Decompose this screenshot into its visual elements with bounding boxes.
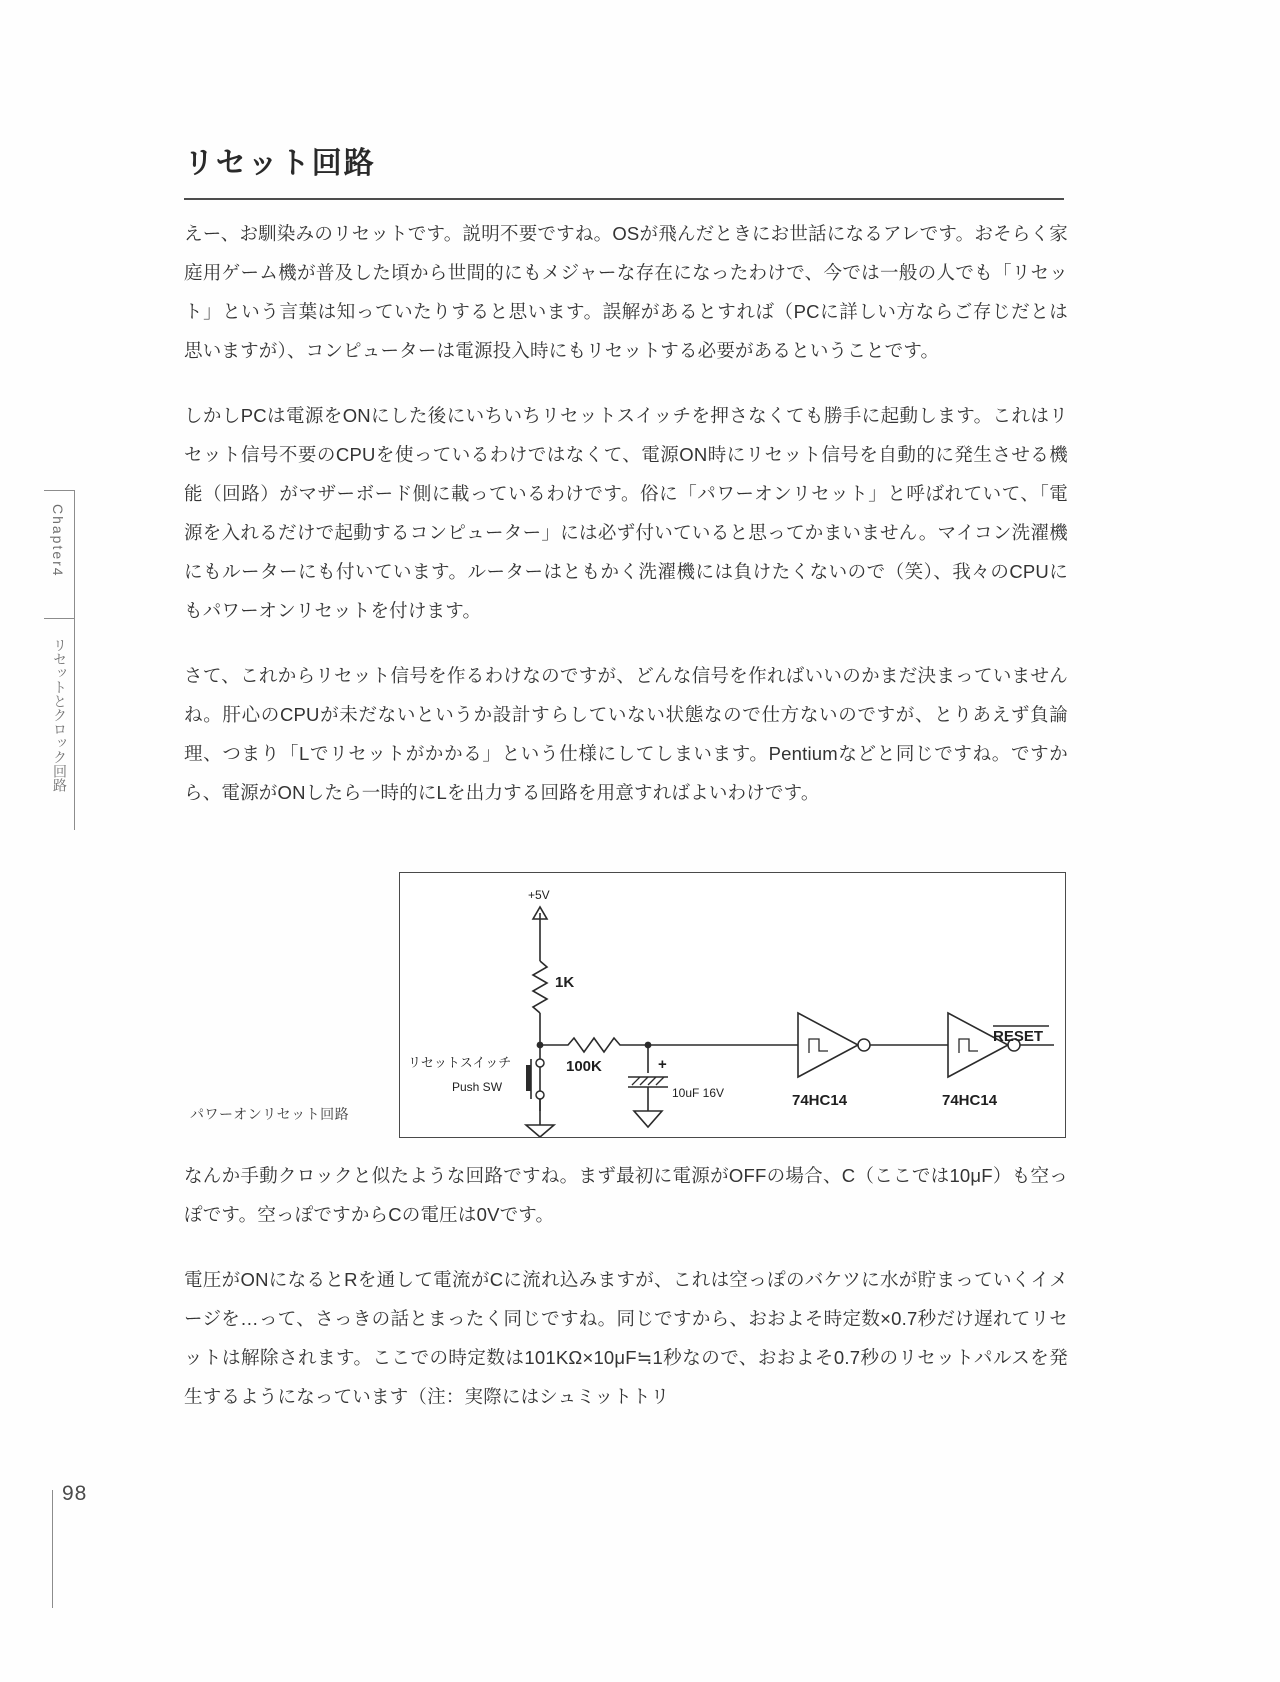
body-text-bottom [184, 1156, 1068, 1416]
side-rail-tick-mid [44, 618, 74, 619]
title-rule [184, 198, 1064, 200]
reset-label: RESET [993, 1028, 1044, 1045]
switch-terminal-bottom [536, 1091, 544, 1099]
body-text-top [184, 214, 1068, 812]
resistor-pullup [533, 961, 574, 1045]
output-reset [993, 1026, 1054, 1045]
chapter-label: Chapter4 [50, 504, 66, 578]
inverter-1-bubble [858, 1039, 870, 1051]
capacitor-value: 10uF 16V [672, 1086, 725, 1100]
paragraph: さて、これからリセット信号を作るわけなのですが、どんな信号を作ればいいのかまだ決まっていませんね。肝心のCPUが未だないというか設計すらしていない状態なので仕方ないのですが、とりあえず負論理、つまり「Lでリセットがかかる」という仕様にしてしまいます。Pentiumなどと同じですね。ですから、電源がONしたら一時的にLを出力する回路を用意すればよいわけです。 [184, 665, 1068, 803]
switch-label-jp: リセットスイッチ [408, 1056, 512, 1071]
supply-label: +5V [528, 888, 550, 902]
inverter-1-label: 74HC14 [792, 1092, 848, 1109]
ground-symbol-switch [526, 1125, 554, 1137]
page-number: 98 [62, 1482, 88, 1505]
side-rail-tick-top [44, 490, 74, 491]
inverter-1 [792, 1013, 870, 1109]
supply-node [528, 888, 550, 961]
resistor-pullup-label: 1K [555, 974, 575, 991]
ground-symbol-cap [634, 1111, 662, 1127]
figure-frame [399, 872, 1066, 1138]
resistor-series [540, 1038, 648, 1075]
paragraph: しかしPCは電源をONにした後にいちいちリセットスイッチを押さなくても勝手に起動します。これはリセット信号不要のCPUを使っているわけではなくて、電源ON時にリセット信号を自動的に発生させる機能（回路）がマザーボード側に載っているわけです。俗に「パワーオンリセット」と呼ばれていて、「電源を入れるだけで起動するコンピューター」には必ず付いていると思ってかまいません。マイコン洗濯機にもルーターにも付いています。ルーターはともかく洗濯機には負けたくないので（笑）、我々のCPUにもパワーオンリセットを付けます。 [184, 405, 1068, 621]
side-rail [22, 490, 82, 830]
footer-rule [52, 1490, 53, 1608]
switch-terminal-top [536, 1059, 544, 1067]
side-rail-rule [74, 490, 75, 830]
capacitor-10uf [628, 1045, 724, 1127]
page-title: リセット回路 [184, 146, 376, 181]
section-label: リセットとクロック回路 [52, 638, 68, 792]
paragraph: 電圧がONになるとRを通して電流がCに流れ込みますが、これは空っぽのバケツに水が貯まっていくイメージを…って、さっきの話とまったく同じですね。同じですから、おおよそ時定数×0.7秒だけ遅れてリセットは解除されます。ここでの時定数は101KΩ×10μF≒1秒なので、おおよそ0.7秒のリセットパルスを発生するようになっています（注：実際にはシュミットトリ [184, 1269, 1068, 1407]
reset-switch [408, 1045, 554, 1137]
capacitor-polarity: + [658, 1056, 667, 1073]
figure-caption: パワーオンリセット回路 [190, 1106, 350, 1122]
page-title-block [184, 138, 1064, 200]
paragraph: えー、お馴染みのリセットです。説明不要ですね。OSが飛んだときにお世話になるアレです。おそらく家庭用ゲーム機が普及した頃から世間的にもメジャーな存在になったわけで、今では一般の人でも「リセット」という言葉は知っていたりすると思います。誤解があるとすれば（PCに詳しい方ならご存じだとは思いますが）、コンピューターは電源投入時にもリセットする必要があるということです。 [184, 223, 1068, 361]
resistor-series-label: 100K [566, 1058, 602, 1075]
switch-label-en: Push SW [452, 1080, 503, 1094]
figure-power-on-reset [184, 872, 1068, 1140]
circuit-schematic [400, 873, 1065, 1137]
inverter-2-label: 74HC14 [942, 1092, 998, 1109]
paragraph: なんか手動クロックと似たような回路ですね。まず最初に電源がOFFの場合、C（ここでは10μF）も空っぽです。空っぽですからCの電圧は0Vです。 [184, 1165, 1068, 1225]
